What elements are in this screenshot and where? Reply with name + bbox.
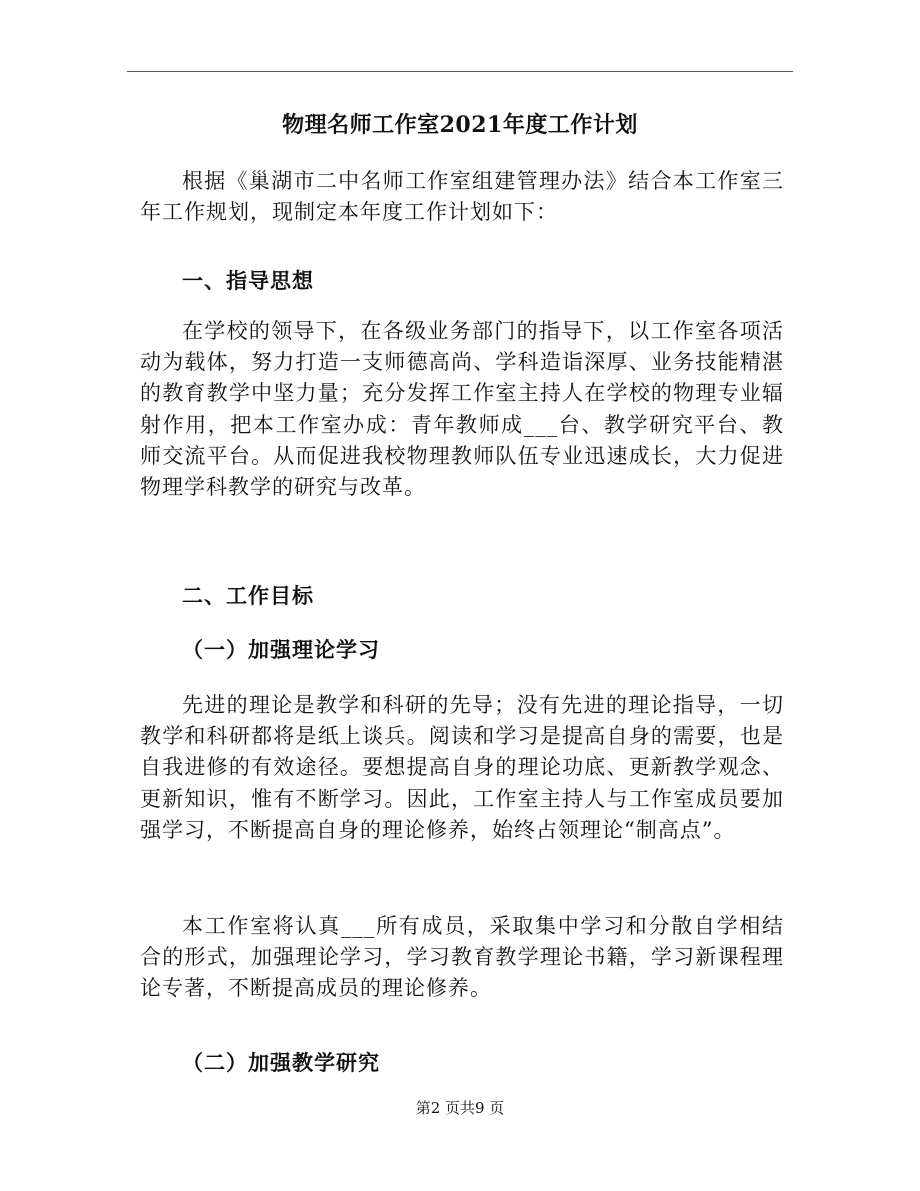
section-1-paragraph: 在学校的领导下，在各级业务部门的指导下，以工作室各项活动为载体，努力打造一支师德高尚、学科造诣深厚、业务技能精湛的教育教学中坚力量；充分发挥工作室主持人在学校的物理专业辐射作用，把本工作室办成：青年教师成___台、教学研究平台、教师交流平台。从而促进我校物理教师队伍专业迅速成长，大力促进物理学科教学的研究与改革。 xyxy=(140,319,784,500)
header-rule xyxy=(127,71,793,72)
subsection-2-heading: （二）加强教学研究 xyxy=(182,1050,380,1075)
subsection-1-paragraph-2: 本工作室将认真___所有成员，采取集中学习和分散自学相结合的形式，加强理论学习，学习教育教学理论书籍，学习新课程理论专著，不断提高成员的理论修养。 xyxy=(140,914,784,1001)
section-1-heading: 一、指导思想 xyxy=(182,268,314,293)
subsection-1-paragraph-1: 先进的理论是教学和科研的先导；没有先进的理论指导，一切教学和科研都将是纸上谈兵。阅读和学习是提高自身的需要，也是自我进修的有效途径。要想提高自身的理论功底、更新教学观念、更新知识，惟有不断学习。因此，工作室主持人与工作室成员要加强学习，不断提高自身的理论修养，始终占领理论“制高点”。 xyxy=(140,693,784,842)
document-title: 物理名师工作室2021年度工作计划 xyxy=(282,112,638,138)
intro-paragraph: 根据《巢湖市二中名师工作室组建管理办法》结合本工作室三年工作规划，现制定本年度工作计划如下： xyxy=(140,169,784,225)
section-2-heading: 二、工作目标 xyxy=(182,583,314,608)
subsection-1-heading: （一）加强理论学习 xyxy=(182,637,380,662)
page-number: 第2 页共9 页 xyxy=(415,1099,505,1117)
